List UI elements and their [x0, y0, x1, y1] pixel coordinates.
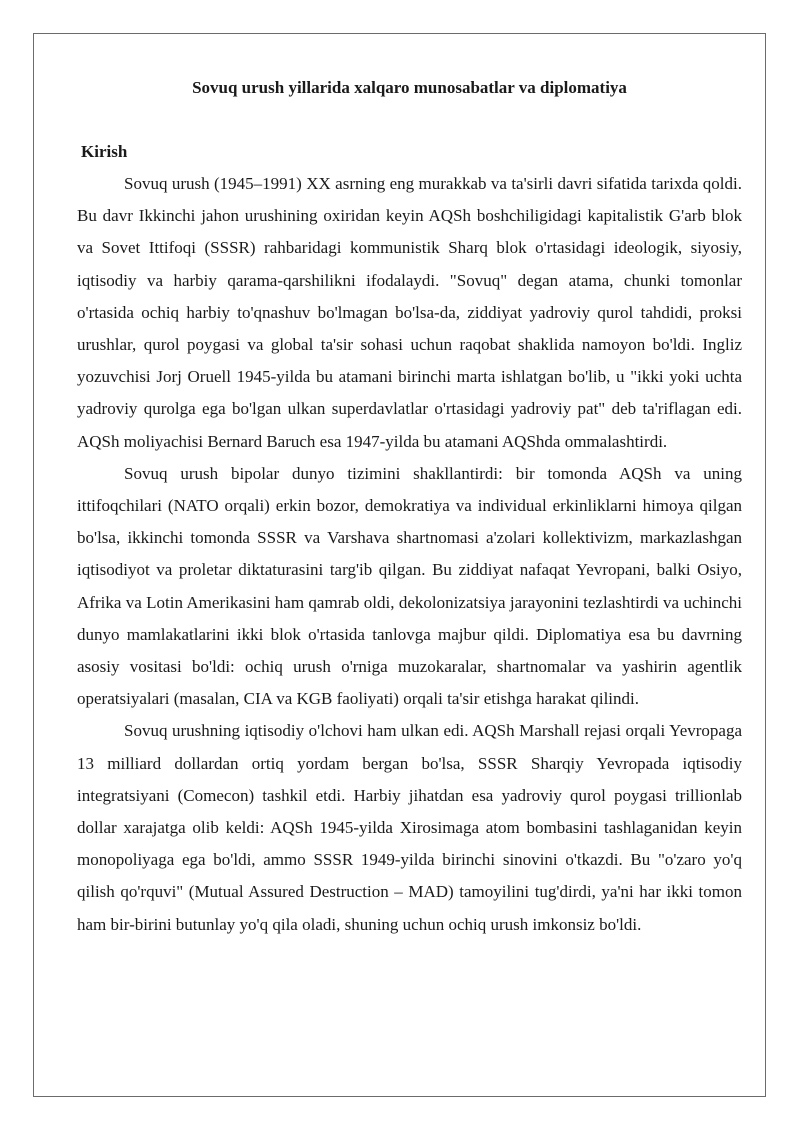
document-title: Sovuq urush yillarida xalqaro munosabatlar va diplomatiya — [192, 78, 627, 97]
paragraph: Sovuq urushning iqtisodiy o'lchovi ham ulkan edi. AQSh Marshall rejasi orqali Yevropaga 13 milliard dollardan ortiq yordam bergan bo'lsa, SSSR Sharqiy Yevropada iqtisodiy integratsiyani (Comecon) tashkil etdi. Harbiy jihatdan esa yadroviy qurol poygasi trillionlab dollar xarajatga olib keldi: AQSh 1945-yilda Xirosimaga atom bombasini tashlaganidan keyin monopoliyaga ega bo'ldi, ammo SSSR 1949-yilda birinchi sinovini o'tkazdi. Bu "o'zaro yo'q qilish qo'rquvi" (Mutual Assured Destruction – MAD) tamoyilini tug'dirdi, ya'ni har ikki tomon ham bir-birini butunlay yo'q qila oladi, shuning uchun ochiq urush imkonsiz bo'ldi. — [77, 721, 742, 934]
section-heading-introduction: Kirish — [81, 142, 128, 161]
paragraph: Sovuq urush (1945–1991) XX asrning eng murakkab va ta'sirli davri sifatida tarixda qoldi. Bu davr Ikkinchi jahon urushining oxiridan keyin AQSh boshchiligidagi kapitalistik G'arb blok va Sovet Ittifoqi (SSSR) rahbaridagi kommunistik Sharq blok o'rtasidagi ideologik, siyosiy, iqtisodiy va harbiy qarama-qarshilikni ifodalaydi. "Sovuq" degan atama, chunki tomonlar o'rtasida ochiq harbiy to'qnashuv bo'lmagan bo'lsa-da, ziddiyat yadroviy qurol tahdidi, proksi urushlar, qurol poygasi va global ta'sir sohasi uchun raqobat shaklida namoyon bo'ldi. Ingliz yozuvchisi Jorj Oruell 1945-yilda bu atamani birinchi marta ishlatgan bo'lib, u "ikki yoki uchta yadroviy qurolga ega bo'lgan ulkan superdavlatlar o'rtasidagi yadroviy pat" deb ta'riflagan edi. AQSh moliyachisi Bernard Baruch esa 1947-yilda bu atamani AQShda ommalashtirdi. — [77, 174, 742, 451]
paragraph: Sovuq urush bipolar dunyo tizimini shakllantirdi: bir tomonda AQSh va uning ittifoqchilari (NATO orqali) erkin bozor, demokratiya va individual erkinliklarni himoya qilgan bo'lsa, ikkinchi tomonda SSSR va Varshava shartnomasi a'zolari kollektivizm, markazlashgan iqtisodiyot va proletar diktaturasini targ'ib qilgan. Bu ziddiyat nafaqat Yevropani, balki Osiyo, Afrika va Lotin Amerikasini ham qamrab oldi, dekolonizatsiya jarayonini tezlashtirdi va uchinchi dunyo mamlakatlarini ikki blok o'rtasida tanlovga majbur qildi. Diplomatiya esa bu davrning asosiy vositasi bo'ldi: ochiq urush o'rniga muzokaralar, shartnomalar va yashirin agentlik operatsiyalari (masalan, CIA va KGB faoliyati) orqali ta'sir etishga harakat qilindi. — [77, 463, 742, 709]
document-body — [77, 72, 742, 941]
